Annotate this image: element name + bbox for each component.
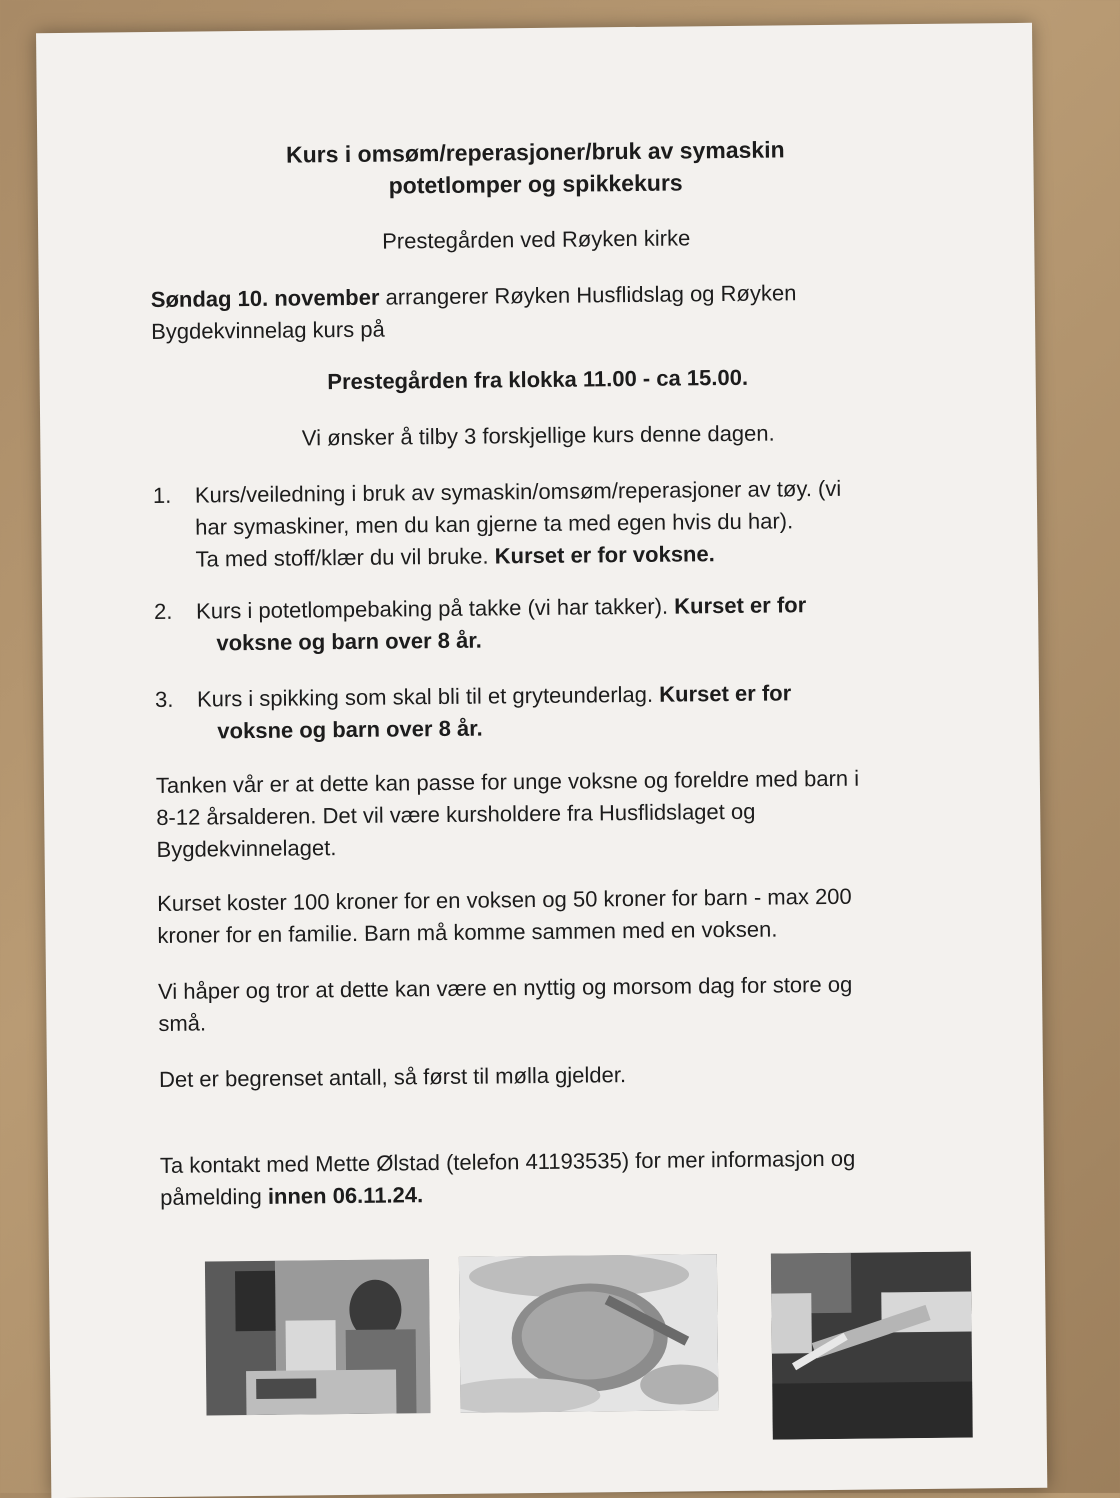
paragraph-hope bbox=[158, 967, 999, 1040]
course-item-1 bbox=[153, 472, 914, 576]
intro-text-1: arrangerer Røyken Husflidslag og Røyken bbox=[379, 280, 797, 310]
paragraph-1-line-3: Bygdekvinnelaget. bbox=[156, 835, 337, 862]
paragraph-2-line-1: Kurset koster 100 kroner for en voksen og 50 kroner for barn - max 200 bbox=[157, 883, 852, 916]
offer-line: Vi ønsker å tilby 3 forskjellige kurs denne dagen. bbox=[301, 420, 775, 451]
contact-paragraph bbox=[160, 1141, 1001, 1214]
course-3-number: 3. bbox=[154, 686, 174, 713]
course-2-line-1: Kurs i potetlompebaking på takke (vi har takker). bbox=[195, 593, 675, 624]
title-line-2: potetlomper og spikkekurs bbox=[388, 169, 683, 199]
intro-text-2: Bygdekvinnelag kurs på bbox=[151, 316, 385, 345]
paragraph-price bbox=[157, 879, 998, 952]
flatbread-photo-image bbox=[459, 1254, 719, 1413]
flyer-page bbox=[36, 23, 1047, 1498]
course-3-audience-1: Kurset er for bbox=[659, 680, 792, 707]
paragraph-3-line-2: små. bbox=[158, 1010, 207, 1036]
course-1-number: 1. bbox=[152, 482, 172, 509]
sewing-photo bbox=[205, 1259, 431, 1415]
paragraph-1-line-1: Tanken vår er at dette kan passe for unge voksne og foreldre med barn i bbox=[155, 765, 860, 799]
paragraph-2-line-2: kroner for en familie. Barn må komme sammen med en voksen. bbox=[157, 916, 778, 948]
contact-line-1: Ta kontakt med Mette Ølstad (telefon 41193535) for mer informasjon og bbox=[159, 1145, 856, 1178]
title-line-1: Kurs i omsøm/reperasjoner/bruk av symaskin bbox=[285, 136, 785, 168]
sewing-photo-image bbox=[205, 1259, 431, 1415]
course-3-audience-2: voksne og barn over 8 år. bbox=[217, 715, 483, 744]
course-1-audience: Kurset er for voksne. bbox=[494, 541, 715, 569]
course-1-line-1: Kurs/veiledning i bruk av symaskin/omsøm/reperasjoner av tøy. (vi bbox=[194, 475, 842, 508]
flatbread-photo bbox=[459, 1254, 719, 1413]
paragraph-3-line-1: Vi håper og tror at dette kan være en nyttig og morsom dag for store og bbox=[157, 971, 853, 1004]
paragraph-limited: Det er begrenset antall, så først til mølla gjelder. bbox=[158, 1062, 627, 1092]
course-item-3 bbox=[155, 676, 916, 748]
intro-paragraph bbox=[151, 276, 952, 348]
course-2-number: 2. bbox=[153, 598, 173, 625]
course-1-line-3: Ta med stoff/klær du vil bruke. bbox=[195, 543, 495, 572]
intro-date: Søndag 10. november bbox=[150, 284, 380, 313]
whittling-photo-image bbox=[771, 1251, 973, 1439]
contact-line-2: påmelding bbox=[160, 1183, 268, 1210]
time-line: Prestegården fra klokka 11.00 - ca 15.00. bbox=[327, 364, 749, 395]
course-2-audience-1: Kurset er for bbox=[674, 592, 807, 619]
course-3-line-1: Kurs i spikking som skal bli til et gryteunderlag. bbox=[196, 681, 660, 712]
course-2-audience-2: voksne og barn over 8 år. bbox=[216, 627, 482, 656]
paragraph-target-group bbox=[156, 761, 997, 866]
location-line: Prestegården ved Røyken kirke bbox=[382, 225, 691, 254]
flyer-title bbox=[37, 131, 1034, 205]
course-item-2 bbox=[154, 588, 915, 660]
contact-deadline: innen 06.11.24. bbox=[267, 1182, 424, 1209]
whittling-photo bbox=[771, 1251, 973, 1439]
paragraph-1-line-2: 8-12 årsalderen. Det vil være kursholdere fra Husflidslaget og bbox=[156, 798, 756, 830]
course-1-line-2: har symaskiner, men du kan gjerne ta med egen hvis du har). bbox=[195, 508, 794, 540]
